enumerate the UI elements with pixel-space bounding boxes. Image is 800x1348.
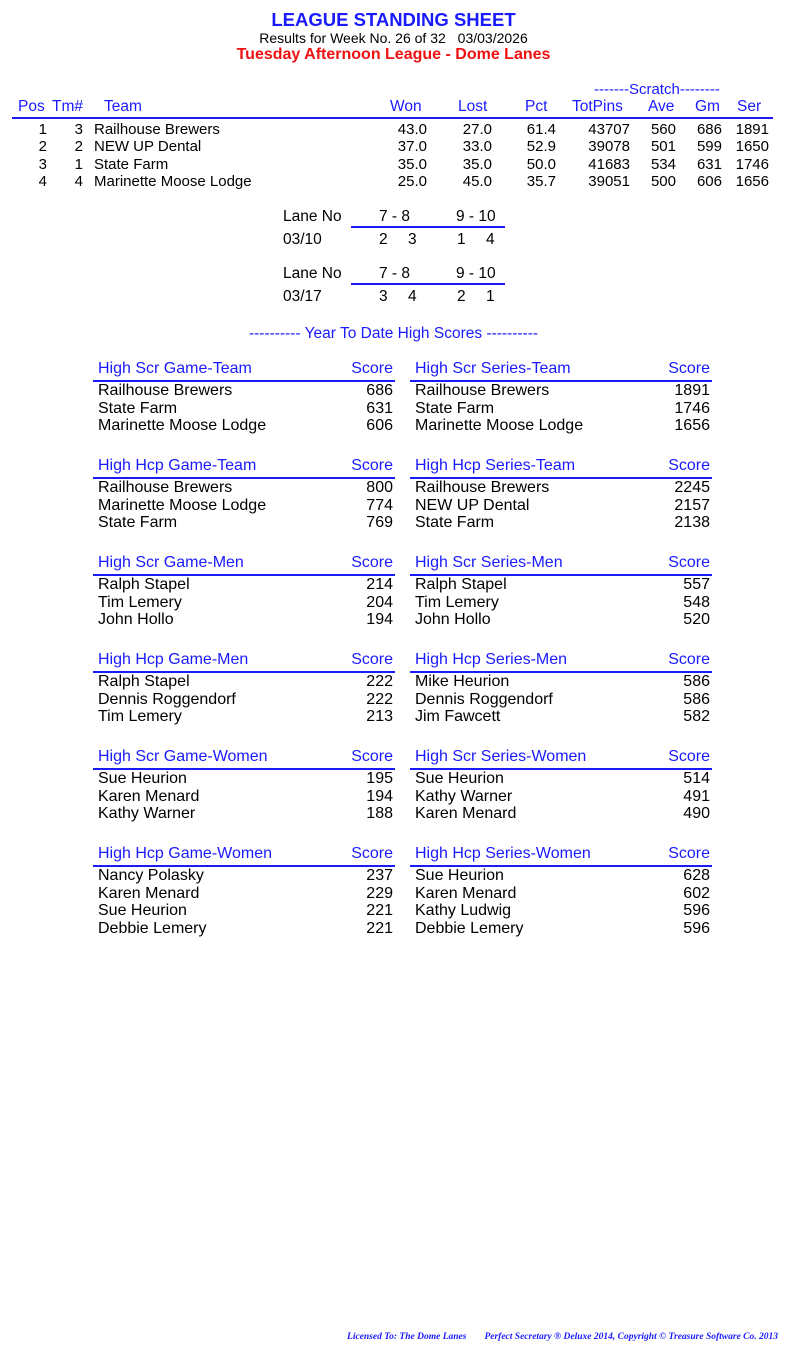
bowler-name: Ralph Stapel bbox=[415, 576, 507, 593]
lane-pair-a: 7 - 8 bbox=[379, 208, 411, 225]
cell-ser: 1746 bbox=[735, 155, 769, 173]
score-value: 222 bbox=[366, 690, 393, 708]
lane-label: Lane No bbox=[283, 265, 342, 282]
high-score-row bbox=[93, 514, 395, 532]
score-value: 769 bbox=[366, 514, 393, 531]
score-value: 686 bbox=[366, 382, 393, 399]
bowler-name: Tim Lemery bbox=[98, 708, 182, 725]
score-label: Score bbox=[668, 748, 710, 765]
score-value: 195 bbox=[366, 770, 393, 787]
bowler-name: Karen Menard bbox=[98, 884, 200, 902]
high-score-header bbox=[93, 554, 395, 573]
league-name: Tuesday Afternoon League - Dome Lanes bbox=[236, 46, 551, 63]
cell-lost: 33.0 bbox=[462, 138, 492, 156]
high-score-header bbox=[410, 360, 712, 379]
col-won: Won bbox=[390, 98, 422, 115]
score-label: Score bbox=[668, 360, 710, 377]
high-score-block bbox=[93, 651, 395, 726]
high-score-title: High Hcp Game-Team bbox=[98, 457, 257, 474]
high-score-row bbox=[93, 805, 395, 823]
bowler-name: Marinette Moose Lodge bbox=[98, 496, 267, 514]
high-score-title: High Hcp Series-Men bbox=[415, 651, 568, 668]
cell-ser: 1656 bbox=[735, 172, 769, 190]
score-value: 602 bbox=[683, 884, 710, 902]
bowler-name: State Farm bbox=[415, 399, 495, 417]
lane-date: 03/17 bbox=[283, 288, 322, 305]
score-label: Score bbox=[668, 651, 710, 668]
col-team: Team bbox=[104, 98, 142, 115]
high-score-row bbox=[93, 417, 395, 435]
cell-ave: 500 bbox=[650, 172, 676, 190]
score-value: 557 bbox=[683, 576, 710, 593]
high-score-block bbox=[93, 457, 395, 532]
high-score-block bbox=[93, 748, 395, 823]
software-copyright: Perfect Secretary ® Deluxe 2014, Copyright © Treasure Software Co. 2013 bbox=[484, 1332, 778, 1342]
lane-team: 2 bbox=[457, 288, 466, 305]
score-value: 800 bbox=[366, 479, 393, 496]
lane-team: 1 bbox=[486, 288, 495, 305]
bowler-name: Kathy Warner bbox=[98, 805, 196, 822]
high-score-block bbox=[93, 845, 395, 937]
bowler-name: Ralph Stapel bbox=[98, 576, 190, 593]
high-score-row bbox=[93, 382, 395, 400]
score-label: Score bbox=[351, 554, 393, 571]
high-score-header bbox=[410, 845, 712, 864]
bowler-name: Railhouse Brewers bbox=[98, 382, 233, 399]
score-value: 490 bbox=[683, 805, 710, 822]
high-score-title: High Hcp Game-Men bbox=[98, 651, 249, 668]
score-value: 213 bbox=[366, 708, 393, 725]
cell-pct: 50.0 bbox=[526, 155, 556, 173]
score-value: 2245 bbox=[674, 479, 710, 496]
high-score-header bbox=[410, 554, 712, 573]
lane-rule bbox=[351, 226, 505, 228]
cell-won: 43.0 bbox=[397, 121, 427, 138]
score-label: Score bbox=[668, 554, 710, 571]
score-value: 582 bbox=[683, 708, 710, 725]
high-score-row bbox=[410, 497, 712, 515]
cell-ser: 1891 bbox=[735, 121, 769, 138]
high-score-row bbox=[410, 594, 712, 612]
sheet-title: LEAGUE STANDING SHEET bbox=[271, 9, 516, 30]
high-score-title: High Scr Series-Team bbox=[415, 360, 571, 377]
high-score-header bbox=[93, 651, 395, 670]
cell-won: 35.0 bbox=[397, 155, 427, 173]
high-score-row bbox=[93, 770, 395, 788]
col-team-number: Tm# bbox=[52, 98, 83, 115]
score-value: 229 bbox=[366, 884, 393, 902]
high-score-title: High Scr Game-Women bbox=[98, 748, 268, 765]
high-score-row bbox=[93, 691, 395, 709]
week-subtitle bbox=[0, 30, 787, 46]
score-label: Score bbox=[351, 457, 393, 474]
score-value: 194 bbox=[366, 611, 393, 628]
col-pos: Pos bbox=[18, 98, 45, 115]
score-value: 586 bbox=[683, 673, 710, 690]
high-score-row bbox=[93, 920, 395, 938]
high-score-title: High Hcp Series-Team bbox=[415, 457, 576, 474]
high-score-row bbox=[410, 479, 712, 497]
standings-header-rule bbox=[12, 117, 773, 119]
score-value: 2157 bbox=[674, 496, 710, 514]
col-pct: Pct bbox=[525, 98, 548, 115]
lane-team: 3 bbox=[379, 288, 388, 305]
bowler-name: NEW UP Dental bbox=[415, 496, 530, 514]
high-score-row bbox=[410, 417, 712, 435]
cell-won: 37.0 bbox=[397, 138, 427, 156]
high-score-block bbox=[410, 845, 712, 937]
bowler-name: Sue Heurion bbox=[98, 770, 187, 787]
lane-team: 3 bbox=[408, 231, 417, 248]
cell-gm: 686 bbox=[696, 121, 722, 138]
week-text: Results for Week No. 26 of 32 bbox=[259, 30, 446, 46]
score-value: 606 bbox=[366, 417, 393, 434]
standings-row bbox=[0, 156, 800, 173]
licensed-to: Licensed To: The Dome Lanes bbox=[347, 1332, 467, 1342]
bowler-name: Debbie Lemery bbox=[98, 919, 207, 937]
high-score-row bbox=[93, 867, 395, 885]
score-value: 628 bbox=[683, 867, 710, 884]
high-score-row bbox=[410, 611, 712, 629]
high-score-header bbox=[410, 457, 712, 476]
lane-team: 1 bbox=[457, 231, 466, 248]
bowler-name: Sue Heurion bbox=[98, 902, 187, 919]
high-score-block bbox=[410, 457, 712, 532]
high-score-block bbox=[410, 554, 712, 629]
bowler-name: Tim Lemery bbox=[415, 593, 499, 611]
license-footer bbox=[329, 1332, 778, 1342]
ytd-title: ---------- Year To Date High Scores ---------- bbox=[248, 325, 539, 342]
cell-lost: 35.0 bbox=[462, 155, 492, 173]
high-score-row bbox=[410, 691, 712, 709]
bowler-name: John Hollo bbox=[98, 611, 174, 628]
score-value: 222 bbox=[366, 673, 393, 690]
cell-lost: 27.0 bbox=[462, 121, 492, 138]
scratch-group-label: -------Scratch-------- bbox=[594, 81, 720, 98]
score-value: 221 bbox=[366, 902, 393, 919]
high-score-row bbox=[93, 400, 395, 418]
bowler-name: Dennis Roggendorf bbox=[98, 690, 236, 708]
high-score-row bbox=[410, 673, 712, 691]
high-score-row bbox=[410, 805, 712, 823]
cell-lost: 45.0 bbox=[462, 172, 492, 190]
high-score-title: High Scr Game-Men bbox=[98, 554, 244, 571]
bowler-name: Ralph Stapel bbox=[98, 673, 190, 690]
high-score-row bbox=[410, 576, 712, 594]
high-score-row bbox=[410, 885, 712, 903]
high-score-title: High Scr Series-Men bbox=[415, 554, 563, 571]
col-ave: Ave bbox=[648, 98, 675, 115]
cell-pct: 52.9 bbox=[526, 138, 556, 156]
score-label: Score bbox=[351, 360, 393, 377]
high-score-title: High Hcp Game-Women bbox=[98, 845, 272, 862]
high-score-row bbox=[410, 514, 712, 532]
high-score-row bbox=[93, 902, 395, 920]
high-score-row bbox=[93, 497, 395, 515]
col-lost: Lost bbox=[458, 98, 488, 115]
cell-pos: 4 bbox=[38, 172, 47, 190]
lane-pair-b: 9 - 10 bbox=[456, 208, 496, 225]
cell-totpins: 41683 bbox=[588, 155, 630, 173]
bowler-name: Kathy Ludwig bbox=[415, 902, 512, 919]
high-score-row bbox=[93, 788, 395, 806]
high-score-row bbox=[410, 902, 712, 920]
high-score-row bbox=[93, 673, 395, 691]
score-label: Score bbox=[668, 845, 710, 862]
cell-pos: 1 bbox=[38, 121, 47, 138]
score-value: 1891 bbox=[674, 382, 710, 399]
high-score-block bbox=[410, 748, 712, 823]
cell-team: Railhouse Brewers bbox=[94, 121, 220, 138]
score-value: 514 bbox=[683, 770, 710, 787]
score-label: Score bbox=[351, 845, 393, 862]
high-score-row bbox=[93, 576, 395, 594]
bowler-name: Kathy Warner bbox=[415, 787, 513, 805]
score-label: Score bbox=[668, 457, 710, 474]
high-score-title: High Scr Game-Team bbox=[98, 360, 252, 377]
score-value: 1746 bbox=[674, 399, 710, 417]
cell-team: NEW UP Dental bbox=[94, 138, 202, 156]
score-label: Score bbox=[351, 651, 393, 668]
col-ser: Ser bbox=[737, 98, 762, 115]
score-value: 2138 bbox=[674, 514, 710, 531]
bowler-name: Railhouse Brewers bbox=[98, 479, 233, 496]
bowler-name: Dennis Roggendorf bbox=[415, 690, 553, 708]
standings-header bbox=[0, 98, 800, 116]
lane-team: 4 bbox=[486, 231, 495, 248]
bowler-name: State Farm bbox=[415, 514, 495, 531]
cell-team-number: 2 bbox=[74, 138, 83, 156]
cell-team: Marinette Moose Lodge bbox=[94, 172, 252, 190]
bowler-name: Karen Menard bbox=[415, 805, 517, 822]
score-value: 491 bbox=[683, 787, 710, 805]
bowler-name: Railhouse Brewers bbox=[415, 479, 550, 496]
score-value: 1656 bbox=[674, 417, 710, 434]
high-score-row bbox=[410, 788, 712, 806]
cell-gm: 606 bbox=[696, 172, 722, 190]
bowler-name: Sue Heurion bbox=[415, 770, 504, 787]
lane-team: 2 bbox=[379, 231, 388, 248]
score-value: 548 bbox=[683, 593, 710, 611]
score-value: 188 bbox=[366, 805, 393, 822]
score-value: 596 bbox=[683, 902, 710, 919]
high-score-block bbox=[410, 360, 712, 435]
bowler-name: Karen Menard bbox=[98, 787, 200, 805]
high-score-row bbox=[93, 479, 395, 497]
bowler-name: Mike Heurion bbox=[415, 673, 510, 690]
high-score-row bbox=[93, 708, 395, 726]
cell-totpins: 43707 bbox=[588, 121, 630, 138]
bowler-name: Sue Heurion bbox=[415, 867, 504, 884]
high-score-row bbox=[93, 594, 395, 612]
standings-row bbox=[0, 173, 800, 190]
cell-team-number: 4 bbox=[74, 172, 83, 190]
lane-pair-b: 9 - 10 bbox=[456, 265, 496, 282]
high-score-row bbox=[410, 867, 712, 885]
lane-rule bbox=[351, 283, 505, 285]
high-score-title: High Scr Series-Women bbox=[415, 748, 587, 765]
bowler-name: Nancy Polasky bbox=[98, 867, 204, 884]
high-score-row bbox=[410, 400, 712, 418]
col-gm: Gm bbox=[695, 98, 720, 115]
cell-won: 25.0 bbox=[397, 172, 427, 190]
score-value: 520 bbox=[683, 611, 710, 628]
bowler-name: Marinette Moose Lodge bbox=[415, 417, 584, 434]
score-value: 586 bbox=[683, 690, 710, 708]
bowler-name: State Farm bbox=[98, 399, 178, 417]
high-score-header bbox=[93, 457, 395, 476]
sheet-date: 03/03/2026 bbox=[457, 30, 528, 46]
high-score-header bbox=[93, 748, 395, 767]
score-label: Score bbox=[351, 748, 393, 765]
cell-team-number: 1 bbox=[74, 155, 83, 173]
score-value: 631 bbox=[366, 399, 393, 417]
high-score-row bbox=[93, 885, 395, 903]
high-score-row bbox=[93, 611, 395, 629]
bowler-name: Karen Menard bbox=[415, 884, 517, 902]
score-value: 237 bbox=[366, 867, 393, 884]
bowler-name: Debbie Lemery bbox=[415, 919, 524, 937]
standings-row bbox=[0, 121, 800, 138]
lane-label: Lane No bbox=[283, 208, 342, 225]
lane-team: 4 bbox=[408, 288, 417, 305]
cell-ser: 1650 bbox=[735, 138, 769, 156]
high-score-row bbox=[410, 382, 712, 400]
cell-ave: 560 bbox=[650, 121, 676, 138]
high-score-header bbox=[410, 748, 712, 767]
cell-ave: 534 bbox=[650, 155, 676, 173]
cell-gm: 599 bbox=[696, 138, 722, 156]
high-score-row bbox=[410, 708, 712, 726]
high-score-header bbox=[410, 651, 712, 670]
cell-totpins: 39078 bbox=[588, 138, 630, 156]
cell-totpins: 39051 bbox=[588, 172, 630, 190]
cell-pos: 3 bbox=[38, 155, 47, 173]
high-score-row bbox=[410, 770, 712, 788]
high-score-header bbox=[93, 360, 395, 379]
score-value: 774 bbox=[366, 496, 393, 514]
bowler-name: Marinette Moose Lodge bbox=[98, 417, 267, 434]
score-value: 194 bbox=[366, 787, 393, 805]
cell-team-number: 3 bbox=[74, 121, 83, 138]
standings-row bbox=[0, 138, 800, 155]
high-score-block bbox=[410, 651, 712, 726]
cell-pct: 35.7 bbox=[526, 172, 556, 190]
lane-pair-a: 7 - 8 bbox=[379, 265, 411, 282]
high-score-block bbox=[93, 360, 395, 435]
score-value: 204 bbox=[366, 593, 393, 611]
high-score-header bbox=[93, 845, 395, 864]
cell-gm: 631 bbox=[696, 155, 722, 173]
lane-date: 03/10 bbox=[283, 231, 322, 248]
high-score-title: High Hcp Series-Women bbox=[415, 845, 591, 862]
cell-pos: 2 bbox=[38, 138, 47, 156]
bowler-name: Jim Fawcett bbox=[415, 708, 501, 725]
high-score-row bbox=[410, 920, 712, 938]
high-score-block bbox=[93, 554, 395, 629]
cell-ave: 501 bbox=[650, 138, 676, 156]
cell-team: State Farm bbox=[94, 155, 169, 173]
bowler-name: Tim Lemery bbox=[98, 593, 182, 611]
score-value: 221 bbox=[366, 919, 393, 937]
score-value: 596 bbox=[683, 919, 710, 937]
cell-pct: 61.4 bbox=[526, 121, 556, 138]
bowler-name: John Hollo bbox=[415, 611, 491, 628]
score-value: 214 bbox=[366, 576, 393, 593]
bowler-name: Railhouse Brewers bbox=[415, 382, 550, 399]
col-totpins: TotPins bbox=[572, 98, 623, 115]
bowler-name: State Farm bbox=[98, 514, 178, 531]
